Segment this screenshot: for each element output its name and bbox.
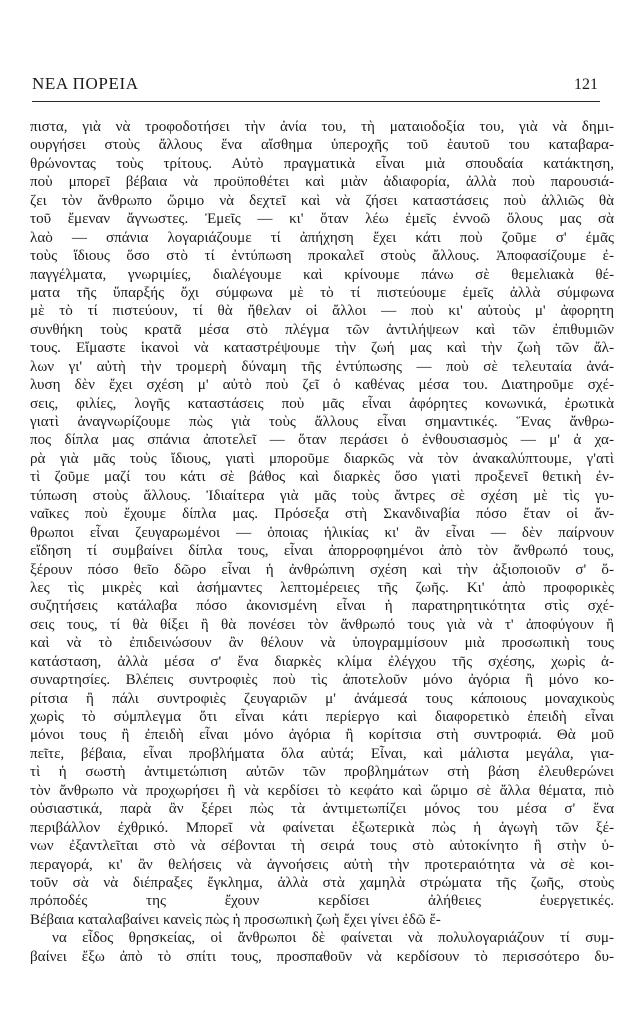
- text-line: ναῖκες ποὺ ἔχουμε δίπλα μας. Πρόσεξα στὴ Σκανδιναβία πόσο ἔταν οἱ ἄν-: [30, 506, 614, 523]
- text-line: πος δίπλα μας σπάνια ἀποτελεῖ — ὅταν περάσει ὁ ἐνθουσιασμὸς — μ' ἀ χα-: [30, 432, 614, 449]
- text-line: συνθήκη τοὺς κρατᾶ μέσα στὸ πλέγμα τῶν ἀντιλήψεων καὶ τῶν ἐπιθυμιῶν: [30, 321, 614, 338]
- text-line: τὸν ἄνθρωπο νὰ προχωρήσει ἢ νὰ κερδίσει τὸ κεφάτο καὶ ὥριμο σὲ ἄλλα θέματα, πιὸ: [30, 782, 614, 799]
- text-line: πεῖτε, βέβαια, εἶναι προβλήματα ὅλα αὐτά; Εἶναι, καὶ μάλιστα μεγάλα, για-: [30, 745, 614, 762]
- text-line: ρὰ γιὰ μᾶς τοὺς ἴδιους, γιατὶ μποροῦμε διαρκῶς νὰ τὸν ἀνακαλύπτουμε, γ'ατὶ: [30, 450, 614, 467]
- text-line: συζητήσεις κατάλαβα πόσο ἀκονισμένη εἶναι ἡ παρατηρητικότητα στὶς σχέ-: [30, 598, 614, 615]
- text-line: περιβάλλον ἐχθρικό. Μπορεῖ νὰ φαίνεται ἐξωτερικὰ πὼς ἡ ἀγωγὴ τῶν ξέ-: [30, 819, 614, 836]
- text-line: σεις τους, τί θὰ θίξει ἢ θὰ πονέσει τὸν ἄνθρωπό τους γιὰ νὰ τ' ἀποφύγουν ἢ: [30, 616, 614, 633]
- text-line: τοῦν σὰ νὰ διέπραξες ἔγκλημα, ἀλλὰ στὰ χαμηλὰ στρώματα τῆς ζωῆς, στοὺς: [30, 874, 614, 891]
- text-line: τοὺς ἴδιους ὅσο στὸ τί ἐντύπωση προκαλεῖ στοὺς ἄλλους. Ἀποφασίζουμε ἐ-: [30, 248, 614, 265]
- text-line: βαίνει ἔξω ἀπὸ τὸ σπίτι τους, προσπαθοῦν νὰ κερδίσουν τὸ περισσότερο δυ-: [30, 948, 614, 965]
- text-line: τὶ ἡ σωστὴ ἀντιμετώπιση αὐτῶν τῶν προβλημάτων στὴ βάση ἐλευθερώνει: [30, 764, 614, 781]
- running-header: [32, 70, 598, 94]
- text-line: πιστα, γιὰ νὰ τροφοδοτήσει τὴν ἀνία του, τὴ ματαιοδοξία του, γιὰ νὰ δημι-: [30, 119, 614, 135]
- text-line: χωρὶς τὸ σύμπλεγμα ὅτι εἶναι κάτι περίεργο καὶ διαφορετικὸ ἐπειδὴ εἶναι: [30, 709, 614, 725]
- journal-title: ΝΕΑ ΠΟΡΕΙΑ: [32, 74, 139, 93]
- text-line: ξέρουν πόσο θεῖο δῶρο εἶναι ἡ ἀνθρώπινη σχέση καὶ τὴν ἀξιοποιοῦν σ' ὅ-: [30, 561, 614, 578]
- body-text: [30, 118, 614, 966]
- text-line: παγγέλματα, γνωριμίες, διαλέγουμε καὶ κρίνουμε πάνω σὲ θεμελιακὰ θέ-: [30, 266, 614, 283]
- text-line: λυση δὲν ἔχει σχέση μ' αὐτὸ ποὺ ζεῖ ὁ καθένας μέσα του. Διατηροῦμε σχέ-: [30, 377, 614, 394]
- text-line: τους. Εἴμαστε ἱκανοὶ νὰ καταστρέψουμε τὴν ζωή μας καὶ τὴν ζωὴ τῶν ἄλ-: [30, 340, 614, 357]
- text-line: νων ἐξαντλεῖται στὸ νὰ σέβονται τὴ σειρά τους στὸ αὐτοκίνητο ἢ στὴν ὑ-: [30, 838, 614, 855]
- text-line: θρωποι εἶναι ζευγαρωμένοι — ὁποιας ἡλικίας κι' ἂν εἶναι — δὲν παίρνουν: [30, 524, 614, 541]
- text-line: Βέβαια καταλαβαίνει κανεὶς πὼς ἡ προσωπικὴ ζωὴ ἔχει γίνει ἐδῶ ἕ-: [30, 911, 441, 928]
- text-line: ποὺ μπορεῖ βέβαια νὰ προϋποθέτει καὶ μιὰν ἀδιαφορία, ἀλλὰ ποὺ παρουσιά-: [30, 174, 614, 191]
- text-line: περαγορά, κι' ἂν θελήσεις νὰ ἀγνοήσεις αὐτὴ τὴν προτεραιότητα νὰ σὲ κοι-: [30, 856, 614, 873]
- text-line: κατάσταση, ἀλλὰ μέσα σ' ἕνα διαρκὲς κλίμα ἐλέγχου τῆς σχέσης, χωρὶς ἀ-: [30, 653, 614, 670]
- text-line: λες τὶς μικρὲς καὶ ἀσήμαντες λεπτομέρειες τῆς ζωῆς. Κι' ἀπὸ προφορικὲς: [30, 579, 614, 596]
- text-line: να εἶδος θρησκείας, οἱ ἄνθρωποι δὲ φαίνεται νὰ πολυλογαριάζουν τί συμ-: [52, 930, 614, 947]
- text-line: ζει τὸν ἄνθρωπο ὥριμο νὰ δεχτεῖ καὶ νὰ ζήσει καταστάσεις ποὺ ἀλλιῶς θὰ: [30, 192, 614, 209]
- header-rule: [32, 101, 600, 102]
- text-line: εἴδηση τί συμβαίνει δίπλα τους, εἶναι ἀπορροφημένοι ἀπὸ τὸν ἄνθρωπό τους,: [30, 543, 614, 560]
- text-line: λαὸ — σπάνια λογαριάζουμε τί ἀπήχηση ἔχει κάτι ποὺ ζοῦμε σ' ἐμᾶς: [30, 229, 614, 246]
- text-line: μὲ τὸ τί πιστεύουν, τί θὰ ἤθελαν οἱ ἄλλοι — ποὺ κι' αὐτοὺς μ' ἀφορητη: [30, 303, 614, 320]
- text-line: καὶ νὰ τὸ ἐπιδεινώσουν ἂν θέλουν νὰ ὑπογραμμίσουν μιὰ προσωπικὴ τους: [30, 635, 614, 652]
- text-line: θρώνοντας τοὺς τρίτους. Αὐτὸ πραγματικὰ εἶναι μιὰ σπουδαία κατάκτηση,: [30, 155, 614, 172]
- text-line: ματα τῆς ὕπαρξής ὄχι σύμφωνα μὲ τὸ τί πιστεύουμε ἐμεῖς ἀλλὰ σύμφωνα: [30, 284, 614, 301]
- text-line: σεις, φιλίες, λογῆς καταστάσεις ποὺ μᾶς εἶναι ἀφόρητες κονωνικά, ἐρωτικὰ: [30, 395, 614, 412]
- text-line: τοῦ ἔμεναν ἄγνωστες. Ἐμεῖς — κι' ὅταν λέω ἐμεῖς ἐννοῶ ὅλους μας σὰ: [30, 211, 614, 228]
- text-line: γιατὶ ἀναγνωρίζουμε πὼς γιὰ τοὺς ἄλλους εἶναι σημαντικές. Ἕνας ἄνθρω-: [30, 414, 614, 430]
- text-line: συναρτησίες. Βλέπεις συντροφιὲς ποὺ τὶς ἀποτελοῦν μόνο ἀγόρια ἢ μόνο κο-: [30, 672, 614, 689]
- text-line: ουργήσει στοὺς ἄλλους ἕνα αἴσθημα ὑπεροχῆς τοῦ ἑαυτοῦ του καταβαρα-: [30, 137, 614, 154]
- text-line: μόνοι τους ἢ ἐπειδὴ εἶναι μόνο ἀγόρια ἢ κορίτσια στὴ συντροφιά. Θὰ μοῦ: [30, 727, 614, 744]
- text-line: οὐσιαστικά, παρὰ ἂν ξέρει πὼς τὰ ἀντιμετωπίζει μόνος του μέσα σ' ἕνα: [30, 801, 614, 818]
- text-line: λων γι' αὐτὴ τὴν τρομερὴ δύναμη τῆς ἐντύπωσης — ποὺ σὲ τελευταία ἀνά-: [30, 358, 614, 375]
- text-line: τὶ ζοῦμε μαζί του κάτι σὲ βάθος καὶ διαρκὲς ὅσο γιατὶ προξενεῖ θετικὴ ἐν-: [30, 469, 614, 486]
- text-line: ρίτσια ἢ πάλι συντροφιὲς ζευγαριῶν μ' ἀνάμεσά τους κάποιους μοναχικοὺς: [30, 690, 614, 707]
- page-number: 121: [574, 76, 598, 93]
- text-line: πρόποδές της ἔχουν κερδίσει ἀλήθειες ἐυεργετικές.: [30, 893, 614, 910]
- text-line: τύπωση στοὺς ἄλλους. Ἰδιαίτερα γιὰ μᾶς τοὺς ἄντρες σὲ σχέση μὲ τὶς γυ-: [30, 487, 614, 504]
